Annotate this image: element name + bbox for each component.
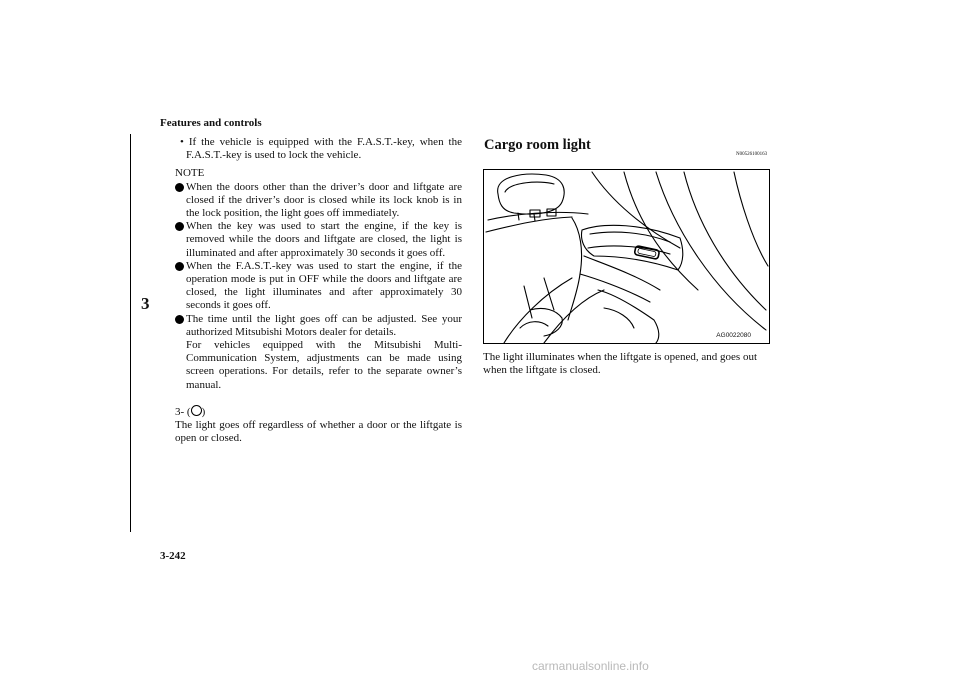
page-number: 3-242 [160,550,186,562]
note-item-text: When the F.A.S.T.-key was used to start the engine, if the operation mode is put in OFF while the doors and liftgate are closed, the light illuminates and after approximately 30 seconds it goes off. [186,259,462,312]
note-item [175,313,462,339]
left-column [175,136,462,445]
off-position-circle-icon [191,405,202,416]
running-header: Features and controls [160,117,262,129]
note-item-text: The time until the light goes off can be adjusted. See your authorized Mitsubishi Motors dealer for details. [186,312,462,338]
note-item [175,181,462,221]
switch-position-description: The light goes off regardless of whether a door or the liftgate is open or closed. [175,419,462,445]
bullet-dot-icon [175,222,184,231]
figure-code: AG0022080 [716,332,751,339]
position-prefix: 3- ( [175,405,191,418]
switch-position-label [175,405,462,419]
cargo-interior-drawing [484,170,769,343]
section-title: Cargo room light [484,137,591,153]
bullet-dot-icon [175,183,184,192]
section-code: N00526100163 [736,152,768,157]
note-heading: NOTE [175,167,205,180]
note-item-extra: For vehicles equipped with the Mitsubishi Multi-Communication System, adjustments can be made using screen operations. For details, refer to the separate owner’s manual. [186,339,462,391]
note-item [175,220,462,260]
chapter-number: 3 [141,294,150,313]
cargo-light-illustration [483,169,770,344]
note-item-text: When the doors other than the driver’s door and liftgate are closed if the driver’s door is closed while its lock knob is in the lock position, the light goes off immediately. [186,180,462,220]
bullet-item: • If the vehicle is equipped with the F.A.S.T.-key, when the F.A.S.T.-key is used to lock the vehicle. [180,136,462,162]
note-item [175,260,462,313]
spacer [175,392,462,405]
figure-caption: The light illuminates when the liftgate is opened, and goes out when the liftgate is closed. [483,351,758,377]
chapter-divider [130,134,131,532]
watermark: carmanualsonline.info [532,659,649,673]
bullet-dot-icon [175,315,184,324]
position-suffix: ) [201,405,206,418]
note-item-text: When the key was used to start the engine, if the key is removed while the doors and liftgate are closed, the light is illuminated and after approximately 30 seconds it goes off. [186,220,462,259]
bullet-dot-icon [175,262,184,271]
